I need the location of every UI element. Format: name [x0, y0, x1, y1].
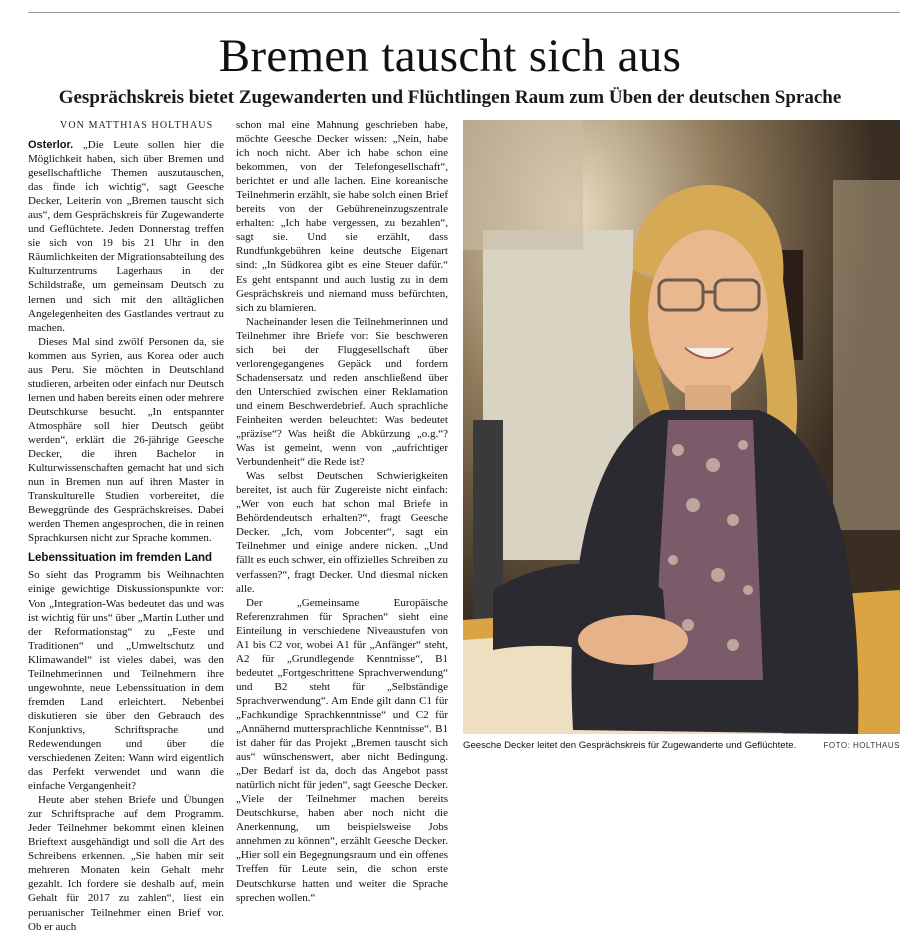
- subheadline: Gesprächskreis bietet Zugewanderten und Flüchtlingen Raum zum Üben der deutschen Sprache: [0, 86, 900, 110]
- paragraph-text: „Die Leute sollen hier die Möglichkeit haben, sich über Bremen und gesellschaftliche Themen auszutauschen, das finde ich wichtig“, sagt Geesche Decker, Leiterin von „Bremen tauscht sich aus“, dem Gesprächskreis für Zugewanderte und Geflüchtete. Jeden Donnerstag treffen sie sich von 19 bis 21 Uhr in den Räumlichkeiten der Migrationsabteilung des Kulturzentrums Lagerhaus in der Schildstraße, um gemeinsam Deutsch zu lernen und sich mit den alltäglichen Angelegenheiten des Gastlandes vertraut zu machen.: [28, 139, 224, 334]
- photo-credit: FOTO: HOLTHAUS: [824, 741, 900, 750]
- face: [648, 230, 768, 400]
- paragraph: Dieses Mal sind zwölf Personen da, sie kommen aus Syrien, aus Korea oder auch aus Peru. Sie möchten in Deutschland studieren, arbeiten oder einfach nur Deutsch lernen und haben bereits einen oder mehrere Deutschkurse besucht. „In entspannter Atmosphäre soll hier Deutsch geübt werden“, erklärt die 26-jährige Geesche Decker, die ihren Bachelor in Kulturwissenschaften gemacht hat und sich nun in Bremen nun auf ihren Master in Transkulturelle Studien vorbereitet, die Beweggründe des Gesprächskreises. Dabei werden Themen angesprochen, die in reinen Sprachkursen nicht zur Sprache kommen.: [28, 335, 224, 546]
- headline: Bremen tauscht sich aus: [0, 28, 900, 84]
- article-column-1: [28, 138, 224, 934]
- paragraph: Nacheinander lesen die Teilnehmerinnen und Teilnehmer ihre Briefe vor: Sie beschweren sich bei der Fluggesellschaft über verlorengegangenes Gepäck und fordern Schadensersatz und reden anschließend über den Unterschied zwischen einer Reklamation und einem Beschwerdebrief. Auch sprachliche Feinheiten werden beleuchtet: Was bedeutet „präzise“? Was heißt die Abkürzung „o.g.“? Was ist gemeint, wenn von „aufrichtiger Verbundenheit“ die Rede ist?: [236, 315, 448, 470]
- section-subheading: Lebenssituation im fremden Land: [28, 551, 224, 565]
- top-rule: [28, 12, 900, 13]
- paragraph: schon mal eine Mahnung geschrieben habe, möchte Geesche Decker wissen: „Nein, habe ich noch nicht. Aber ich habe schon eine bekommen, von der Telefongesellschaft“, berichtet er und alle lachen. Eine koreanische Teilnehmerin erzählt, sie habe solch einen Brief bereits von der Gebühreneinzugszentrale erhalten: „Ich habe vergessen, zu bezahlen“, sagt sie. Und sie erzählt, dass Rundfunkgebühren keine deutsche Eigenart sind: „In Südkorea gibt es eine Steuer dafür.“ Es geht entspannt und auch lustig zu in dem Gesprächskreis und niemand muss befürchten, sich zu blamieren.: [236, 118, 448, 315]
- article-photo: [463, 120, 900, 734]
- dateline: Osterlor.: [28, 139, 73, 151]
- photo-caption: Geesche Decker leitet den Gesprächskreis für Zugewanderte und Geflüchtete.: [463, 740, 796, 751]
- paragraph: Heute aber stehen Briefe und Übungen zur Schriftsprache auf dem Programm. Jeder Teilnehmer bekommt einen kleinen Brieftext ausgehändigt und soll die Art des Schreibens erkennen. „Sie haben mir seit mehreren Monaten kein Gehalt mehr gezahlt. Ich fordere sie deshalb auf, mein Gehalt für 2017 zu zahlen“, liest ein peruanischer Teilnehmer einen Brief vor. Ob er auch: [28, 793, 224, 933]
- paragraph: So sieht das Programm bis Weihnachten einige gewichtige Diskussionspunkte vor: Von „Integration-Was bedeutet das und was ist wichtig für uns“ über „Martin Luther und der Reformationstag“ zu „Feste und Traditionen“ und „Umweltschutz und Klimawandel“ ist vieles dabei, was den Teilnehmerinnen und Teilnehmern ihre ungewohnte, neue Lebenssituation in dem fremden Land erleichtert. Nebenbei diskutieren sie über den Gebrauch des Konjunktivs, Schriftsprache und Redewendungen und über die verschiedenen Zeiten: Wann wird eigentlich das Perfekt verwendet und wann die einfache Vergangenheit?: [28, 568, 224, 793]
- byline: VON MATTHIAS HOLTHAUS: [60, 120, 213, 131]
- portrait-illustration: [463, 120, 900, 734]
- article-column-2: [236, 118, 448, 905]
- paragraph: [28, 138, 224, 335]
- hands: [578, 615, 688, 665]
- paragraph: Der „Gemeinsame Europäische Referenzrahmen für Sprachen“ sieht eine Einteilung in verschiedene Niveaustufen von A1 bis C2 vor, wobei A1 für „Anfänger“ steht, A2 für „Grundlegende Kenntnisse“, B1 bedeutet „Fortgeschrittene Sprachverwendung“ und B2 steht für „Selbständige Sprachverwendung“. Am Ende gilt dann C1 für „Fachkundige Sprachkenntnisse“ und C2 für „Annähernd muttersprachliche Kenntnisse“. B1 ist daher für das Projekt „Bremen tauscht sich aus“ wünschenswert, aber nicht Bedingung. „Der Bedarf ist da, doch das Angebot passt natürlich nicht für jeden“, sagt Geesche Decker. „Viele der Teilnehmer machen bereits Deutschkurse, haben aber noch nicht die Anerkennung, um beispielsweise Jobs annehmen zu können“, erzählt Geesche Decker. „Hier soll ein Begegnungsraum und ein offenes Treffen für Leute sein, die schon erste Deutschkurse hatten und weiter die Sprache sprechen wollen.“: [236, 596, 448, 905]
- paragraph: Was selbst Deutschen Schwierigkeiten bereitet, ist auch für Zugereiste nicht einfach: „Wer von euch hat schon mal Briefe in Behördendeutsch erhalten?“, fragt Geesche Decker. „Ich, vom Jobcenter“, sagt ein Teilnehmer und einige andere nicken. „Und fällt es euch schwer, ein offizielles Schreiben zu verfassen?“, fragt Decker. Und diesmal nicken alle.: [236, 469, 448, 595]
